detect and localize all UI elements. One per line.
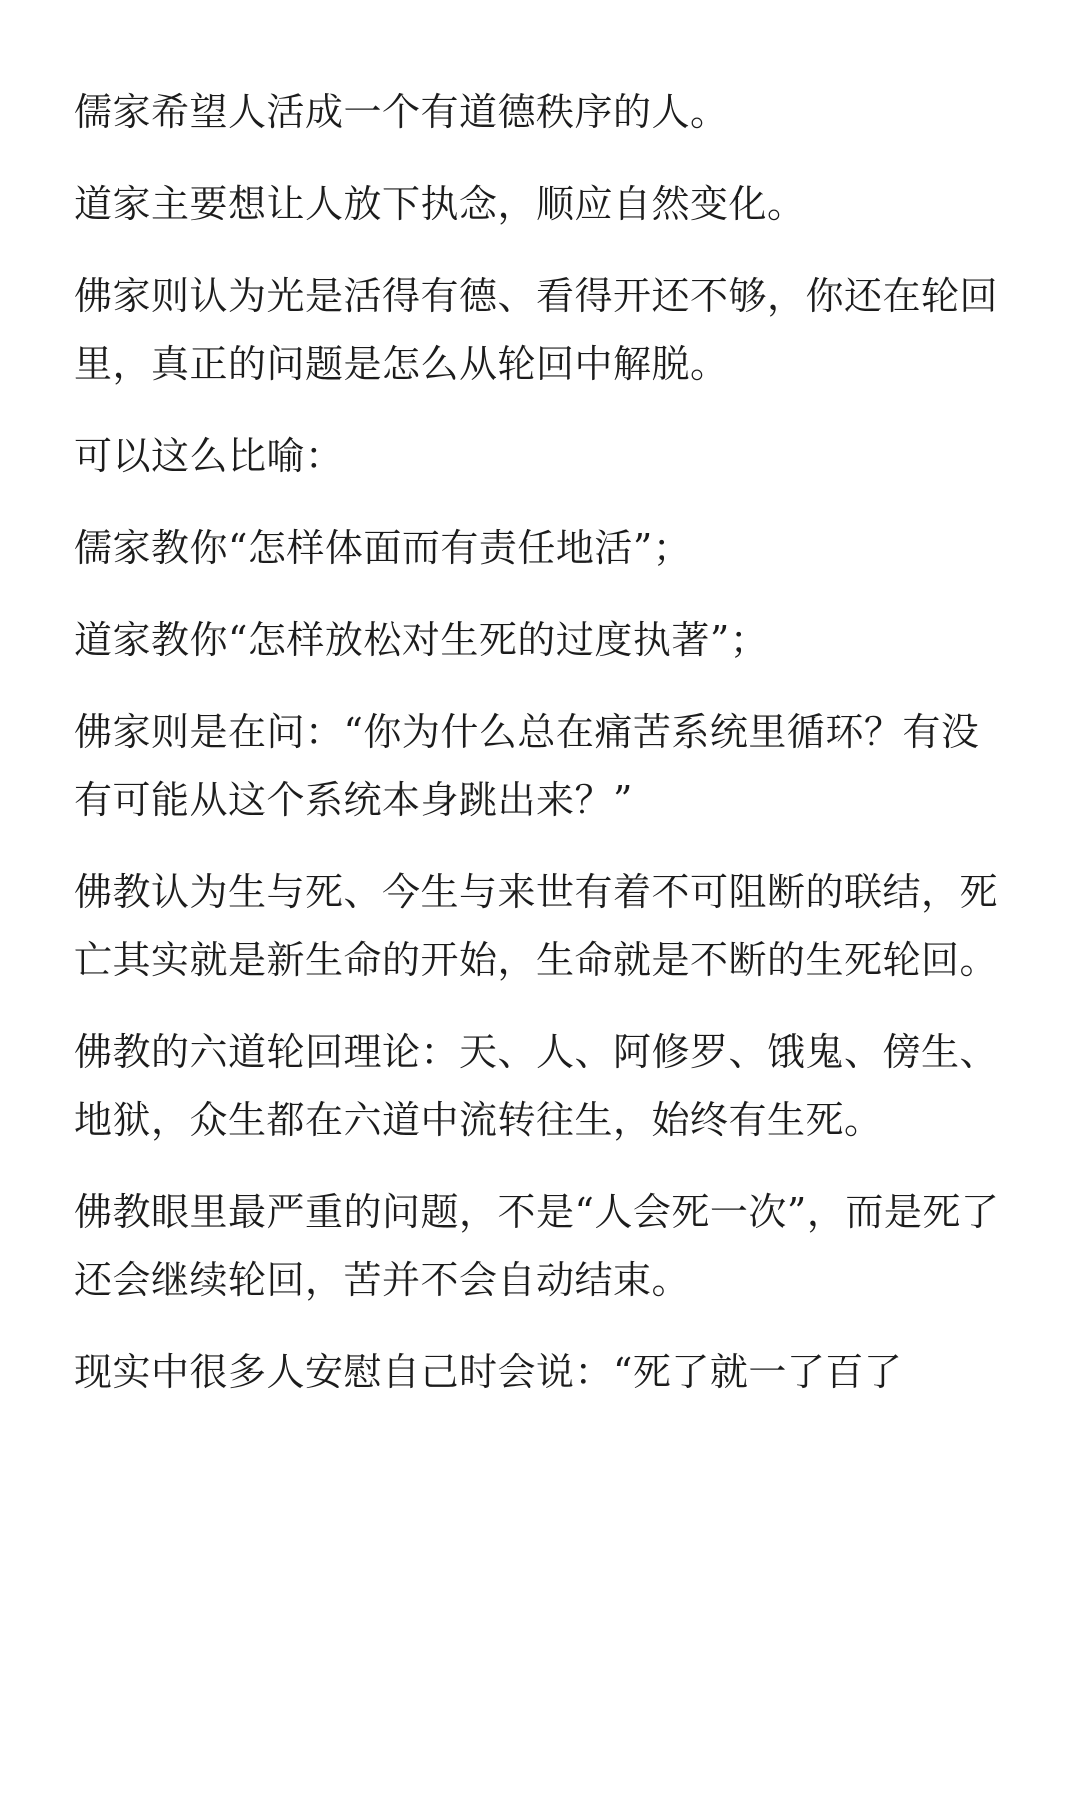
paragraph-six-realms: 佛教的六道轮回理论：天、人、阿修罗、饿鬼、傍生、地狱，众生都在六道中流转往生，始终有生死。 (74, 1030, 999, 1142)
paragraph-confucianism: 儒家希望人活成一个有道德秩序的人。 (74, 90, 729, 134)
paragraph-metaphor-confucianism: 儒家教你“怎样体面而有责任地活”； (74, 526, 692, 570)
paragraph-buddhism: 佛家则认为光是活得有德、看得开还不够，你还在轮回里，真正的问题是怎么从轮回中解脱。 (74, 274, 999, 386)
paragraph-rebirth: 佛教认为生与死、今生与来世有着不可阻断的联结，死亡其实就是新生命的开始，生命就是不断的生死轮回。 (74, 870, 999, 982)
paragraph-metaphor-intro: 可以这么比喻： (74, 434, 344, 478)
article-body (74, 78, 1014, 1430)
paragraph-metaphor-buddhism: 佛家则是在问：“你为什么总在痛苦系统里循环？有没有可能从这个系统本身跳出来？” (74, 710, 980, 822)
paragraph-taoism: 道家主要想让人放下执念，顺应自然变化。 (74, 182, 806, 226)
paragraph-reality: 现实中很多人安慰自己时会说：“死了就一了百了 (74, 1350, 903, 1394)
paragraph-metaphor-taoism: 道家教你“怎样放松对生死的过度执著”； (74, 618, 769, 662)
paragraph-serious-problem: 佛教眼里最严重的问题，不是“人会死一次”，而是死了还会继续轮回，苦并不会自动结束。 (74, 1190, 1000, 1302)
